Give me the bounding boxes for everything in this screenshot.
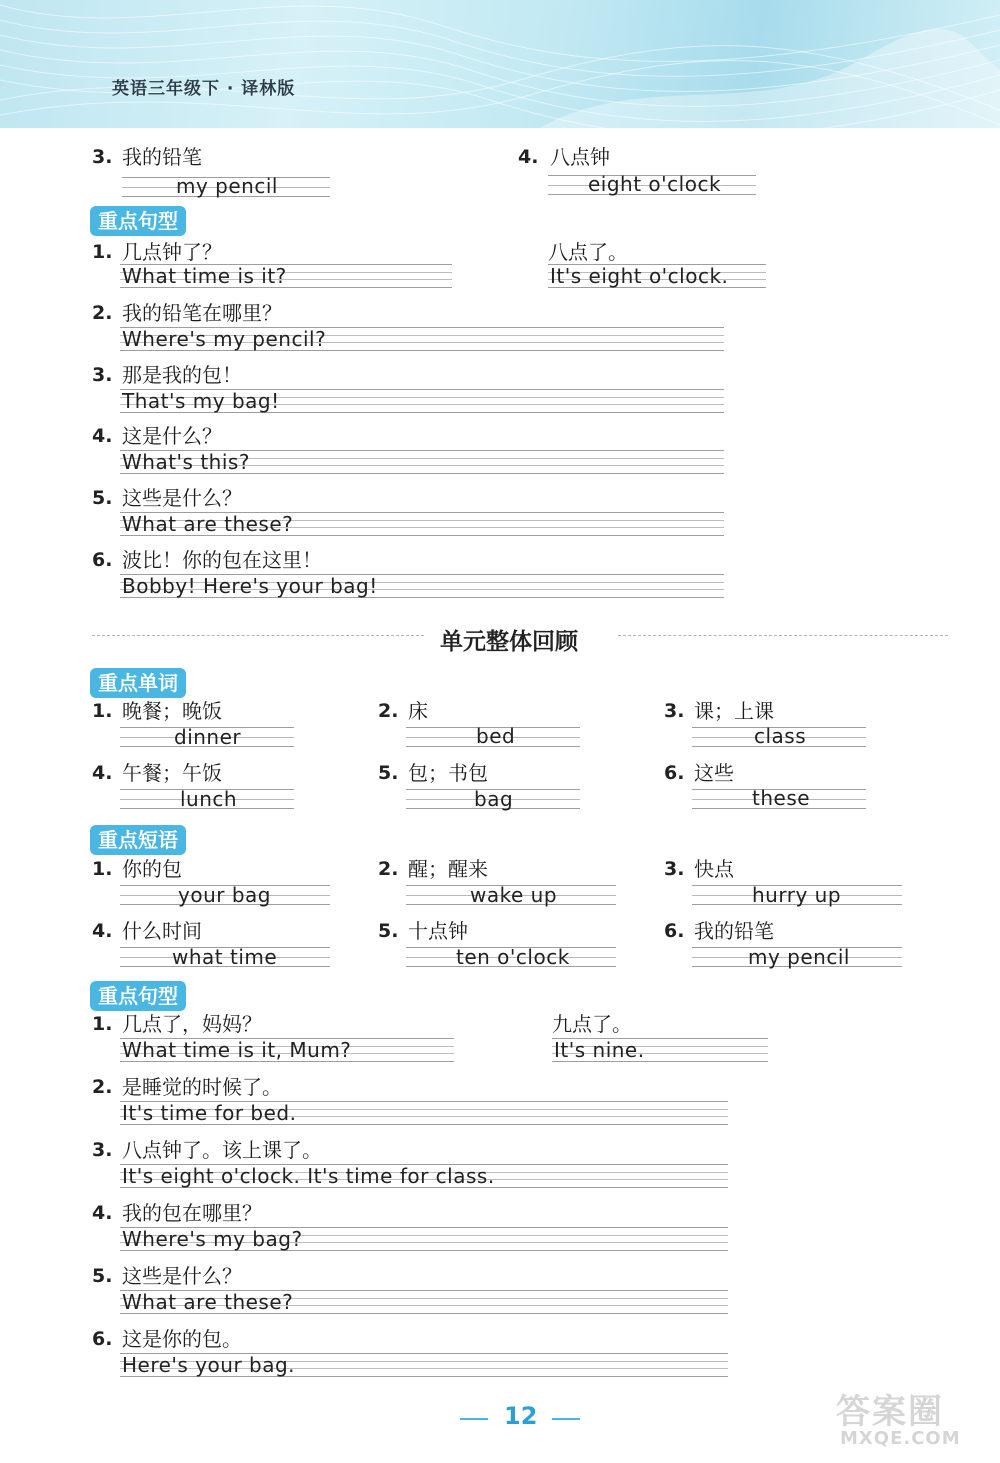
section-divider-right (618, 635, 948, 636)
watermark-text: 答案圈 (836, 1392, 944, 1432)
item-number: 3. (92, 1139, 113, 1161)
handwritten-answer: What time is it? (122, 264, 287, 288)
handwritten-answer: Bobby! Here's your bag! (122, 574, 378, 598)
item-number: 1. (92, 241, 113, 263)
chinese-prompt: 波比！你的包在这里！ (122, 548, 322, 572)
badge-key-phrases: 重点短语 (90, 825, 186, 855)
chinese-prompt: 这些是什么？ (122, 1264, 242, 1288)
item-number: 3. (664, 858, 685, 880)
watermark-logo (836, 1384, 986, 1454)
handwritten-answer: What's this? (122, 450, 250, 474)
chinese-prompt: 几点钟了？ (122, 240, 222, 264)
item-number: 1. (92, 700, 113, 722)
handwritten-answer: what time (172, 945, 278, 969)
chinese-prompt: 九点了。 (552, 1012, 632, 1036)
page-number-rule-right (552, 1418, 580, 1420)
badge-key-words: 重点单词 (90, 668, 186, 698)
page-number: 12 (504, 1402, 538, 1430)
chinese-prompt: 八点了。 (548, 240, 628, 264)
chinese-prompt: 课；上课 (694, 699, 774, 723)
chinese-prompt: 晚餐；晚饭 (122, 699, 222, 723)
item-number: 6. (92, 549, 113, 571)
chinese-prompt: 八点钟了。该上课了。 (122, 1138, 322, 1162)
handwritten-answer: That's my bag! (122, 389, 280, 413)
chinese-prompt: 我的铅笔 (122, 145, 202, 169)
handwritten-answer: wake up (470, 883, 558, 907)
handwritten-answer: Where's my bag? (122, 1227, 303, 1251)
chinese-prompt: 这是你的包。 (122, 1327, 242, 1351)
chinese-prompt: 什么时间 (122, 919, 202, 943)
chinese-prompt: 那是我的包！ (122, 363, 242, 387)
chinese-prompt: 这是什么？ (122, 424, 222, 448)
chinese-prompt: 包；书包 (408, 761, 488, 785)
chinese-prompt: 快点 (694, 857, 734, 881)
handwritten-answer: my pencil (176, 174, 278, 198)
handwritten-answer: hurry up (752, 883, 842, 907)
header-band (0, 0, 1000, 128)
chinese-prompt: 几点了，妈妈？ (122, 1012, 262, 1036)
handwritten-answer: It's time for bed. (122, 1101, 297, 1125)
item-number: 1. (92, 1013, 113, 1035)
badge-key-sentences: 重点句型 (90, 206, 186, 236)
handwritten-answer: What are these? (122, 512, 294, 536)
page-number-rule-left (460, 1418, 488, 1420)
item-number: 3. (92, 146, 113, 168)
badge-key-sentences-review: 重点句型 (90, 981, 186, 1011)
handwritten-answer: Where's my pencil? (122, 327, 327, 351)
handwritten-answer: lunch (180, 787, 238, 811)
item-number: 2. (378, 700, 399, 722)
item-number: 5. (378, 762, 399, 784)
handwritten-answer: What time is it, Mum? (122, 1038, 352, 1062)
section-divider-left (92, 635, 424, 636)
item-number: 3. (92, 364, 113, 386)
chinese-prompt: 这些是什么？ (122, 486, 242, 510)
item-number: 1. (92, 858, 113, 880)
item-number: 5. (378, 920, 399, 942)
handwritten-answer: these (752, 786, 811, 810)
item-number: 4. (92, 425, 113, 447)
chinese-prompt: 午餐；午饭 (122, 761, 222, 785)
handwritten-answer: bed (476, 724, 516, 748)
book-title: 英语三年级下 · 译林版 (112, 79, 296, 99)
handwritten-answer: ten o'clock (456, 945, 570, 969)
handwritten-answer: It's eight o'clock. (550, 264, 729, 288)
handwritten-answer: bag (474, 787, 514, 811)
chinese-prompt: 八点钟 (550, 145, 610, 169)
watermark-url: MXQE.COM (840, 1428, 961, 1449)
chinese-prompt: 是睡觉的时候了。 (122, 1075, 282, 1099)
item-number: 6. (92, 1328, 113, 1350)
chinese-prompt: 我的铅笔 (694, 919, 774, 943)
handwritten-answer: class (754, 724, 807, 748)
item-number: 4. (92, 762, 113, 784)
handwritten-answer: your bag (178, 883, 271, 907)
chinese-prompt: 我的铅笔在哪里？ (122, 301, 282, 325)
item-number: 5. (92, 487, 113, 509)
section-title: 单元整体回顾 (440, 629, 578, 655)
handwritten-answer: What are these? (122, 1290, 294, 1314)
item-number: 2. (92, 1076, 113, 1098)
handwritten-answer: Here's your bag. (122, 1353, 296, 1377)
handwritten-answer: my pencil (748, 945, 850, 969)
chinese-prompt: 床 (408, 699, 428, 723)
item-number: 5. (92, 1265, 113, 1287)
item-number: 6. (664, 920, 685, 942)
chinese-prompt: 这些 (694, 761, 734, 785)
chinese-prompt: 十点钟 (408, 919, 468, 943)
header-wave-pattern (0, 0, 1000, 128)
chinese-prompt: 我的包在哪里？ (122, 1201, 262, 1225)
handwritten-answer: It's eight o'clock. It's time for class. (122, 1164, 495, 1188)
page-number-block (460, 1402, 580, 1436)
item-number: 3. (664, 700, 685, 722)
item-number: 4. (518, 146, 539, 168)
item-number: 2. (378, 858, 399, 880)
chinese-prompt: 醒；醒来 (408, 857, 488, 881)
item-number: 4. (92, 920, 113, 942)
item-number: 6. (664, 762, 685, 784)
item-number: 4. (92, 1202, 113, 1224)
handwritten-answer: eight o'clock (588, 172, 722, 196)
handwritten-answer: dinner (174, 725, 242, 749)
item-number: 2. (92, 302, 113, 324)
handwritten-answer: It's nine. (554, 1038, 645, 1062)
chinese-prompt: 你的包 (122, 857, 182, 881)
